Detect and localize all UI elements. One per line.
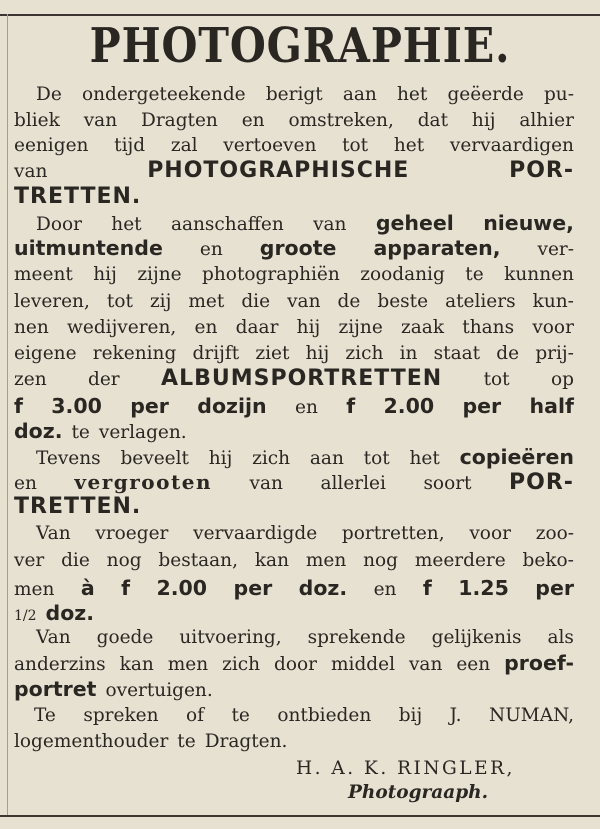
word: staat bbox=[433, 343, 481, 364]
word: 3.00 bbox=[51, 394, 102, 418]
word: van bbox=[83, 110, 118, 131]
word: voor bbox=[532, 317, 574, 338]
word: beko- bbox=[522, 550, 574, 571]
word: te bbox=[71, 422, 90, 443]
word: men bbox=[305, 550, 347, 571]
text-line bbox=[14, 600, 574, 626]
word: Tevens bbox=[36, 448, 101, 469]
word: tijd bbox=[114, 135, 146, 156]
word: vervaardigen bbox=[449, 135, 574, 156]
word: de bbox=[337, 291, 361, 312]
word: op bbox=[550, 369, 574, 390]
text-line bbox=[14, 494, 574, 520]
word: 1.25 bbox=[458, 576, 509, 600]
word: allerlei bbox=[320, 473, 386, 494]
text-line bbox=[14, 289, 574, 315]
word: dat bbox=[417, 110, 449, 131]
word: copieëren bbox=[459, 445, 574, 469]
word: vergrooten bbox=[74, 470, 212, 494]
word: door bbox=[274, 654, 318, 675]
word: en bbox=[241, 110, 265, 131]
word: bestaan, bbox=[158, 550, 238, 571]
word: groote bbox=[259, 236, 337, 260]
word: tot bbox=[363, 448, 390, 469]
word: te bbox=[231, 705, 250, 726]
word: kun- bbox=[532, 291, 574, 312]
word: tot bbox=[106, 291, 133, 312]
word: aan bbox=[309, 448, 344, 469]
word: geheel bbox=[375, 211, 454, 235]
text-line bbox=[14, 108, 574, 134]
word: te bbox=[465, 264, 484, 285]
word: zijne bbox=[137, 264, 182, 285]
word: aanschaffen bbox=[170, 214, 284, 235]
word: ateliers bbox=[445, 291, 516, 312]
word: meerdere bbox=[414, 550, 506, 571]
word: doz. bbox=[45, 601, 95, 625]
word: nog bbox=[106, 550, 142, 571]
word: doz. bbox=[14, 419, 63, 443]
word: f bbox=[121, 576, 131, 600]
word: zich bbox=[222, 654, 261, 675]
word: Van bbox=[36, 523, 71, 544]
word: ondergeteekende bbox=[81, 84, 246, 105]
text-line bbox=[14, 650, 574, 676]
word: goede bbox=[96, 627, 154, 648]
word: f bbox=[346, 394, 356, 418]
word: met bbox=[188, 291, 225, 312]
top-rule bbox=[0, 14, 600, 16]
word: nog bbox=[363, 550, 398, 571]
signature-name: H. A. K. RINGLER, bbox=[296, 758, 515, 779]
word: nieuwe, bbox=[483, 211, 574, 235]
word: Te bbox=[34, 705, 56, 726]
word: men bbox=[14, 579, 55, 600]
word: die bbox=[241, 291, 271, 312]
word: Dragten. bbox=[204, 731, 288, 752]
word: per bbox=[233, 576, 273, 600]
word: J. bbox=[449, 705, 462, 726]
word: Van bbox=[36, 627, 71, 648]
word: f bbox=[14, 394, 23, 418]
word: per bbox=[462, 394, 502, 418]
word: een bbox=[456, 654, 491, 675]
text-line bbox=[14, 469, 574, 495]
word: portret bbox=[14, 677, 97, 701]
word: per bbox=[535, 576, 574, 600]
word: de bbox=[496, 343, 520, 364]
text-line bbox=[34, 703, 574, 729]
text-line bbox=[14, 418, 574, 444]
word: zich bbox=[252, 448, 291, 469]
text-line bbox=[14, 184, 574, 210]
advertisement-heading: PHOTOGRAPHIE. bbox=[89, 18, 511, 74]
word: doz. bbox=[298, 576, 348, 600]
left-column-edge bbox=[7, 14, 8, 815]
word: meent bbox=[14, 264, 73, 285]
word: wedijveren, bbox=[67, 317, 177, 338]
word: thans bbox=[462, 317, 515, 338]
word: photographiën bbox=[202, 264, 340, 285]
word: verlagen. bbox=[98, 422, 187, 443]
word: te bbox=[177, 731, 196, 752]
word: der bbox=[88, 369, 120, 390]
text-line bbox=[14, 158, 574, 184]
word: beveelt bbox=[120, 448, 189, 469]
signature-title: Photograaph. bbox=[348, 782, 489, 803]
word: en bbox=[199, 239, 223, 260]
word: berigt bbox=[265, 84, 323, 105]
word: anderzins bbox=[14, 654, 106, 675]
word: zij bbox=[149, 291, 172, 312]
text-line bbox=[14, 262, 574, 288]
word: zijne bbox=[338, 317, 383, 338]
word: logementhouder bbox=[14, 731, 169, 752]
word: overtuigen. bbox=[105, 680, 213, 701]
word: zal bbox=[170, 135, 198, 156]
word: eenigen bbox=[14, 135, 89, 156]
word: ALBUMSPORTRETTEN bbox=[161, 366, 443, 391]
word: proef- bbox=[504, 651, 574, 675]
text-line bbox=[14, 235, 574, 261]
word: hij bbox=[208, 448, 233, 469]
word: TRETTEN. bbox=[14, 494, 142, 519]
word: spreken bbox=[83, 705, 159, 726]
word: ver- bbox=[537, 239, 574, 260]
word: ziet bbox=[255, 343, 290, 364]
word: zoo- bbox=[535, 523, 574, 544]
word: POR- bbox=[509, 470, 574, 495]
word: van bbox=[408, 654, 443, 675]
word: f bbox=[422, 576, 432, 600]
word: als bbox=[547, 627, 574, 648]
word: NUMAN, bbox=[489, 705, 574, 726]
word: leveren, bbox=[14, 291, 90, 312]
word: gelijkenis bbox=[431, 627, 522, 648]
word: uitvoering, bbox=[179, 627, 282, 648]
text-line bbox=[36, 82, 574, 108]
word: zoodanig bbox=[360, 264, 445, 285]
word: hij bbox=[93, 264, 117, 285]
text-line bbox=[36, 444, 574, 470]
word: hij bbox=[305, 343, 330, 364]
word: 1/2 bbox=[14, 608, 37, 624]
word: en bbox=[295, 397, 318, 418]
word: POR- bbox=[509, 158, 574, 183]
text-line bbox=[14, 729, 574, 755]
text-line bbox=[14, 341, 574, 367]
word: ontbieden bbox=[277, 705, 372, 726]
word: daar bbox=[235, 317, 279, 338]
word: middel bbox=[330, 654, 395, 675]
word: half bbox=[529, 394, 574, 418]
word: die bbox=[61, 550, 90, 571]
word: voor bbox=[469, 523, 511, 544]
word: pu- bbox=[543, 84, 574, 105]
word: zen bbox=[14, 369, 47, 390]
word: en bbox=[194, 317, 218, 338]
word: Dragten bbox=[141, 110, 218, 131]
word: het bbox=[111, 214, 142, 235]
word: kan bbox=[254, 550, 289, 571]
word: in bbox=[399, 343, 418, 364]
word: per bbox=[130, 394, 169, 418]
word: rekening bbox=[92, 343, 177, 364]
word: TRETTEN. bbox=[14, 184, 142, 209]
text-line bbox=[14, 676, 574, 702]
word: tot bbox=[342, 135, 369, 156]
word: tot bbox=[483, 369, 510, 390]
word: kan bbox=[119, 654, 154, 675]
word: zaak bbox=[401, 317, 445, 338]
word: soort bbox=[423, 473, 472, 494]
text-line bbox=[36, 521, 574, 547]
word: het bbox=[396, 84, 428, 105]
word: omstreken, bbox=[288, 110, 394, 131]
text-line bbox=[36, 625, 574, 651]
word: uitmuntende bbox=[14, 236, 163, 260]
word: bij bbox=[398, 705, 423, 726]
word: vroeger bbox=[95, 523, 169, 544]
word: van bbox=[313, 214, 347, 235]
word: vervaardigde bbox=[193, 523, 318, 544]
word: alhier bbox=[519, 110, 574, 131]
word: eigene bbox=[14, 343, 77, 364]
text-line bbox=[14, 575, 574, 601]
word: en bbox=[373, 579, 397, 600]
word: van bbox=[14, 161, 48, 182]
word: nen bbox=[14, 317, 49, 338]
word: of bbox=[186, 705, 204, 726]
word: dozijn bbox=[197, 394, 267, 418]
word: ver bbox=[14, 550, 45, 571]
word: PHOTOGRAPHISCHE bbox=[147, 158, 410, 183]
text-line bbox=[36, 210, 574, 236]
word: à bbox=[80, 576, 95, 600]
word: De bbox=[36, 84, 62, 105]
text-line bbox=[14, 393, 574, 419]
word: apparaten, bbox=[373, 236, 501, 260]
word: sprekende bbox=[307, 627, 406, 648]
word: bliek bbox=[14, 110, 60, 131]
word: van bbox=[287, 291, 321, 312]
word: prij- bbox=[535, 343, 574, 364]
text-line bbox=[14, 315, 574, 341]
word: kunnen bbox=[504, 264, 574, 285]
word: zich bbox=[345, 343, 384, 364]
word: het bbox=[409, 448, 440, 469]
word: drijft bbox=[192, 343, 240, 364]
word: van bbox=[249, 473, 283, 494]
word: hij bbox=[296, 317, 321, 338]
word: beste bbox=[377, 291, 429, 312]
word: portretten, bbox=[341, 523, 445, 544]
word: geëerde bbox=[447, 84, 524, 105]
text-line bbox=[14, 548, 574, 574]
bottom-rule bbox=[0, 815, 600, 817]
text-line bbox=[14, 366, 574, 392]
word: en bbox=[14, 473, 37, 494]
word: aan bbox=[342, 84, 377, 105]
word: hij bbox=[471, 110, 496, 131]
word: 2.00 bbox=[156, 576, 208, 600]
word: 2.00 bbox=[383, 394, 435, 418]
word: vertoeven bbox=[223, 135, 317, 156]
word: men bbox=[167, 654, 209, 675]
word: het bbox=[393, 135, 425, 156]
word: Door bbox=[36, 214, 82, 235]
text-line bbox=[14, 133, 574, 159]
